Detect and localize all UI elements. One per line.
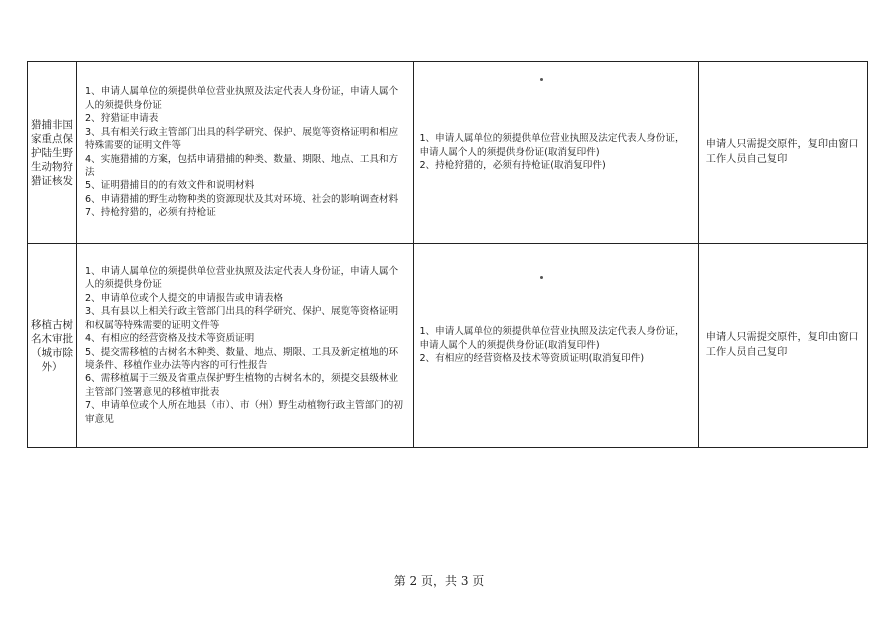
note-text: 申请人只需提交原件，复印由窗口工作人员自己复印 — [705, 331, 859, 358]
requirements-table — [27, 61, 868, 448]
material-item: 7、申请单位或个人所在地县（市）、市（州）野生动植物行政主管部门的初审意见 — [85, 400, 403, 425]
original-item: 2、有相应的经营资格及技术等资质证明(取消复印件) — [419, 353, 645, 365]
materials-cell — [77, 62, 414, 244]
note-text: 申请人只需提交原件，复印由窗口工作人员自己复印 — [705, 138, 859, 165]
originals-cell — [414, 244, 698, 448]
material-item: 4、有相应的经营资格及技术等资质证明 — [85, 333, 255, 345]
material-item: 1、申请人属单位的须提供单位营业执照及法定代表人身份证，申请人属个人的须提供身份证 — [85, 266, 399, 291]
item-name: 移植古树名木审批（城市除外） — [31, 318, 74, 373]
material-item: 3、具有相关行政主管部门出具的科学研究、保护、展览等资格证明和相应特殊需要的证明文件等 — [85, 126, 399, 152]
material-item: 6、申请猎捕的野生动物种类的资源现状及其对环境、社会的影响调查材料 — [85, 193, 399, 205]
table-row-tree-transplant — [28, 244, 868, 448]
scan-speck — [540, 276, 543, 279]
note-cell — [698, 244, 867, 448]
material-item: 5、证明猎捕目的的有效文件和说明材料 — [85, 180, 255, 192]
original-item: 1、申请人属单位的须提供单位营业执照及法定代表人身份证，申请人属个人的须提供身份证(取消复印件) — [419, 326, 685, 351]
material-item: 3、具有县以上相关行政主管部门出具的科学研究、保护、展览等资格证明和权属等特殊需要的证明文件等 — [85, 306, 399, 331]
scan-speck — [540, 78, 543, 81]
material-item: 6、需移植属于三级及省重点保护野生植物的古树名木的，须提交县级林业主管部门签署意见的移植审批表 — [85, 373, 399, 398]
original-item: 2、持枪狩猎的，必须有持枪证(取消复印件) — [419, 160, 606, 172]
page-number: 第 2 页，共 3 页 — [393, 574, 485, 588]
material-item: 4、实施猎捕的方案，包括申请猎捕的种类、数量、期限、地点、工具和方法 — [85, 153, 399, 178]
item-name: 猎捕非国家重点保护陆生野生动物狩猎证核发 — [31, 118, 74, 187]
material-item: 7、持枪狩猎的，必须有持枪证 — [85, 207, 216, 219]
material-item: 1、申请人属单位的须提供单位营业执照及法定代表人身份证，申请人属个人的须提供身份证 — [85, 86, 399, 111]
originals-cell — [414, 62, 698, 244]
item-name-cell — [28, 62, 77, 244]
item-name-cell — [28, 244, 77, 448]
original-item: 1、申请人属单位的须提供单位营业执照及法定代表人身份证，申请人属个人的须提供身份证(取消复印件) — [419, 133, 685, 158]
material-item: 2、申请单位或个人提交的申请报告或申请表格 — [85, 292, 284, 304]
table-row-hunting-license — [28, 62, 868, 244]
materials-cell — [77, 244, 414, 448]
material-item: 5、提交需移植的古树名木种类、数量、地点、期限、工具及新定植地的环境条件、移植作业办法等内容的可行性报告 — [85, 346, 399, 371]
note-cell — [698, 62, 867, 244]
material-item: 2、狩猎证申请表 — [85, 113, 159, 125]
